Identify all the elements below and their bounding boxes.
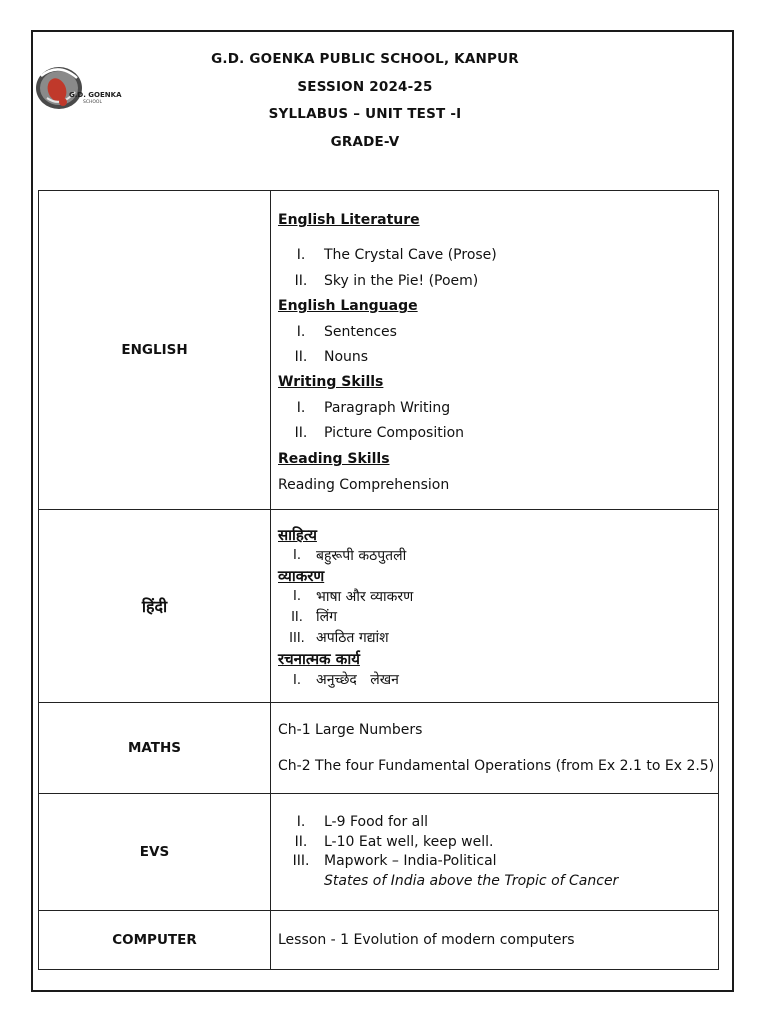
english-literature-heading: English Literature	[278, 212, 420, 228]
item-number: I.	[296, 814, 306, 830]
item-number: I.	[293, 589, 301, 604]
english-subject: ENGLISH	[39, 191, 271, 510]
evs-content	[271, 794, 719, 911]
item-text: Mapwork – India-Political	[324, 853, 497, 869]
list-item	[278, 395, 718, 421]
english-content	[271, 191, 719, 510]
item-number: II.	[294, 349, 308, 365]
logo-text: G.D. GOENKA	[69, 91, 122, 99]
item-text: L-9 Food for all	[324, 814, 429, 830]
item-text: अपठित गद्यांश	[316, 630, 389, 646]
evs-subject: EVS	[39, 794, 271, 911]
item-text: Sky in the Pie! (Poem)	[324, 273, 479, 289]
syllabus-title: SYLLABUS – UNIT TEST -I	[268, 106, 462, 122]
item-number: I.	[296, 324, 306, 340]
item-number: I.	[296, 247, 306, 263]
hindi-row	[39, 510, 719, 703]
list-item	[278, 852, 718, 871]
item-number: III.	[289, 631, 305, 646]
item-text: Nouns	[324, 349, 369, 365]
computer-content: Lesson - 1 Evolution of modern computers	[271, 911, 719, 970]
list-item	[278, 670, 718, 691]
english-row	[39, 191, 719, 510]
reading-skills-text: Reading Comprehension	[278, 477, 450, 493]
vyakaran-heading: व्याकरण	[278, 567, 325, 585]
list-item	[278, 628, 718, 649]
list-item	[278, 242, 718, 268]
computer-row	[39, 911, 719, 970]
list-item	[278, 813, 718, 832]
list-item	[278, 268, 718, 294]
item-number: I.	[293, 673, 301, 688]
item-number: II.	[294, 834, 308, 850]
item-number: I.	[293, 548, 301, 563]
maths-row	[39, 703, 719, 794]
session: SESSION 2024-25	[297, 78, 433, 95]
syllabus-table	[38, 190, 719, 970]
evs-note: States of India above the Tropic of Cancer	[324, 873, 619, 889]
evs-row	[39, 794, 719, 911]
school-name: G.D. GOENKA PUBLIC SCHOOL, KANPUR	[211, 51, 519, 67]
item-number: II.	[291, 610, 303, 625]
item-text: बहुरूपी कठपुतली	[316, 548, 407, 564]
list-item	[278, 871, 718, 891]
item-text: Sentences	[324, 324, 397, 340]
list-item	[278, 421, 718, 446]
maths-content	[271, 703, 719, 794]
item-number: II.	[294, 425, 308, 441]
document-header	[160, 49, 570, 159]
item-number: III.	[292, 853, 310, 869]
item-number: I.	[296, 400, 306, 416]
hindi-content	[271, 510, 719, 703]
maths-subject: MATHS	[39, 703, 271, 794]
logo-subtext: SCHOOL	[83, 100, 102, 105]
list-item	[278, 587, 718, 607]
maths-line: Ch-1 Large Numbers	[278, 722, 423, 738]
item-text: Picture Composition	[324, 425, 465, 441]
writing-skills-heading: Writing Skills	[278, 374, 384, 390]
item-number: II.	[294, 273, 308, 289]
item-text: L-10 Eat well, keep well.	[324, 834, 494, 850]
grade: GRADE-V	[330, 133, 400, 150]
sahitya-heading: साहित्य	[278, 526, 317, 544]
rachnatmak-heading: रचनात्मक कार्य	[278, 650, 360, 668]
maths-line: Ch-2 The four Fundamental Operations (from Ex 2.1 to Ex 2.5)	[278, 758, 715, 774]
item-text: लिंग	[316, 609, 337, 625]
english-language-heading: English Language	[278, 298, 418, 314]
list-item	[278, 546, 718, 566]
item-text: अनुच्छेद लेखन	[316, 672, 399, 688]
item-text: भाषा और व्याकरण	[316, 589, 414, 605]
reading-skills-heading: Reading Skills	[278, 451, 390, 467]
item-text: Paragraph Writing	[324, 400, 451, 416]
school-logo-icon	[33, 62, 123, 118]
school-logo	[33, 62, 123, 118]
hindi-subject: हिंदी	[39, 510, 271, 703]
item-text: The Crystal Cave (Prose)	[324, 247, 497, 263]
list-item	[278, 319, 718, 345]
list-item	[278, 832, 718, 852]
list-item	[278, 345, 718, 370]
list-item	[278, 607, 718, 628]
computer-subject: COMPUTER	[39, 911, 271, 970]
